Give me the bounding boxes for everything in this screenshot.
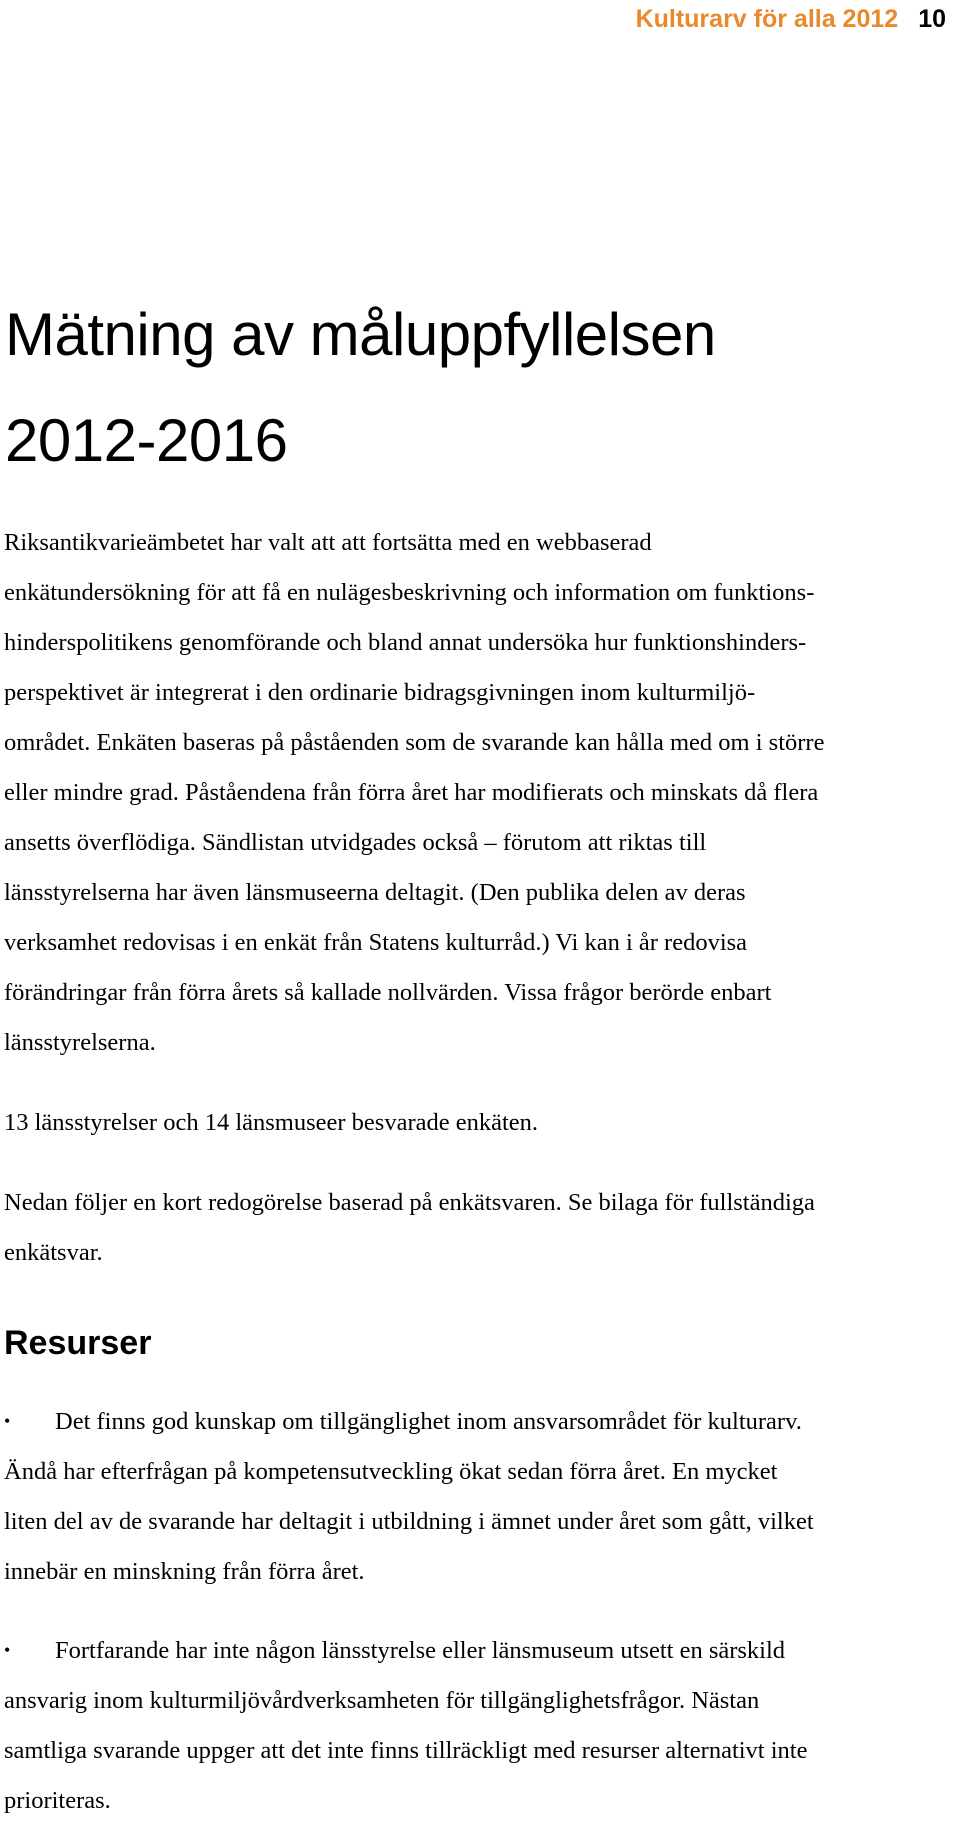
- page-title-line-1: Mätning av måluppfyllelsen: [5, 301, 716, 368]
- summary-paragraph: [4, 1178, 954, 1278]
- respondents-line: 13 länsstyrelser och 14 länsmuseer besvarade enkäten.: [4, 1109, 539, 1136]
- intro-line: området. Enkäten baseras på påståenden som de svarande kan hålla med om i större: [4, 729, 825, 756]
- bullet-line: Ändå har efterfrågan på kompetensutveckling ökat sedan förra året. En mycket: [4, 1458, 778, 1485]
- intro-line: länsstyrelserna.: [4, 1029, 156, 1056]
- intro-line: hinderspolitikens genomförande och bland annat undersöka hur funktionshinders-: [4, 629, 807, 656]
- bullet-line: liten del av de svarande har deltagit i utbildning i ämnet under året som gått, vilket: [4, 1508, 814, 1535]
- bullet-line: Fortfarande har inte någon länsstyrelse eller länsmuseum utsett en särskild: [55, 1637, 786, 1664]
- intro-line: eller mindre grad. Påståendena från förra året har modifierats och minskats då flera: [4, 779, 819, 806]
- page-number: 10: [918, 5, 946, 33]
- intro-line: länsstyrelserna har även länsmuseerna deltagit. (Den publika delen av deras: [4, 879, 746, 906]
- respondents-paragraph: [4, 1098, 954, 1148]
- bullet-item: [4, 1626, 954, 1826]
- summary-line: Nedan följer en kort redogörelse baserad på enkätsvaren. Se bilaga för fullständiga: [4, 1189, 815, 1216]
- running-header: [636, 2, 946, 36]
- intro-line: verksamhet redovisas i en enkät från Statens kulturråd.) Vi kan i år redovisa: [4, 929, 748, 956]
- page-title-line-2: 2012-2016: [5, 407, 288, 474]
- intro-line: ansetts överflödiga. Sändlistan utvidgades också – förutom att riktas till: [4, 829, 707, 856]
- intro-line: förändringar från förra årets så kallade nollvärden. Vissa frågor berörde enbart: [4, 979, 772, 1006]
- bullet-first-line: [4, 1626, 954, 1676]
- intro-line: enkätundersökning för att få en nulägesbeskrivning och information om funktions-: [4, 579, 815, 606]
- intro-line: perspektivet är integrerat i den ordinarie bidragsgivningen inom kulturmiljö-: [4, 679, 756, 706]
- bullet-item: [4, 1397, 954, 1597]
- bullet-line: samtliga svarande uppger att det inte finns tillräckligt med resurser alternativt inte: [4, 1737, 808, 1764]
- bullet-first-line: [4, 1397, 954, 1447]
- intro-line: Riksantikvarieämbetet har valt att att fortsätta med en webbaserad: [4, 529, 652, 556]
- bullet-line: innebär en minskning från förra året.: [4, 1558, 365, 1585]
- bullet-line: prioriteras.: [4, 1787, 111, 1814]
- header-title: Kulturarv för alla 2012: [635, 5, 899, 33]
- section-heading: Resurser: [4, 1324, 152, 1362]
- summary-line: enkätsvar.: [4, 1239, 103, 1266]
- bullet-icon: •: [4, 1411, 11, 1431]
- bullet-icon: •: [4, 1640, 11, 1660]
- bullet-line: ansvarig inom kulturmiljövårdverksamheten för tillgänglighetsfrågor. Nästan: [4, 1687, 760, 1714]
- bullet-line: Det finns god kunskap om tillgänglighet inom ansvarsområdet för kulturarv.: [55, 1408, 802, 1435]
- intro-paragraph: [4, 518, 954, 1068]
